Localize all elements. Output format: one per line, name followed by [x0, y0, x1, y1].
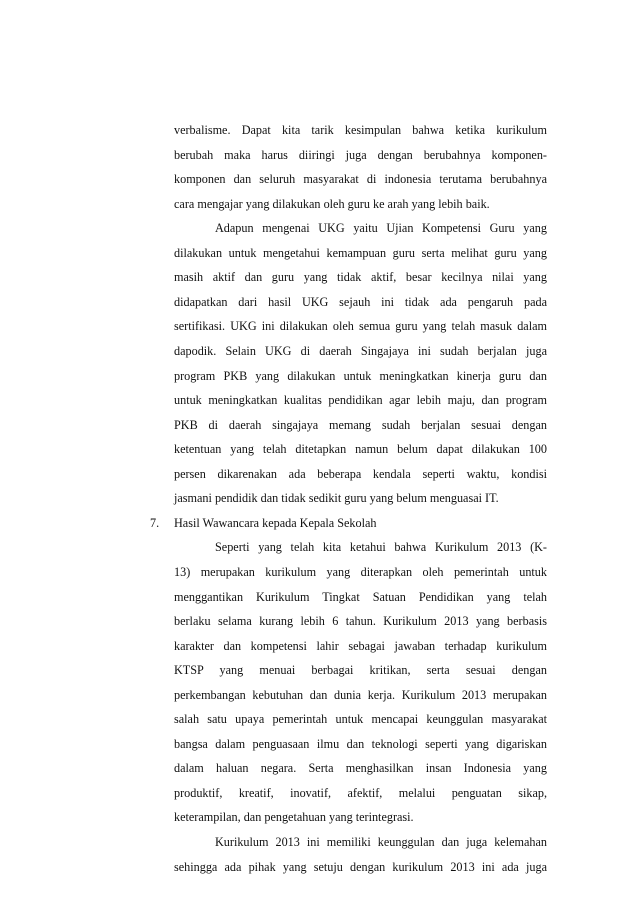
- text-line: perkembangan kebutuhan dan dunia kerja. Kurikulum 2013 merupakan: [174, 687, 547, 702]
- text-line: PKB di daerah singajaya memang sudah berjalan sesuai dengan: [174, 417, 547, 432]
- section-heading: Hasil Wawancara kepada Kepala Sekolah: [174, 515, 377, 530]
- text-line: karakter dan kompetensi lahir sebagai jawaban terhadap kurikulum: [174, 638, 547, 653]
- list-number: 7.: [150, 515, 160, 530]
- text-line: sertifikasi. UKG ini dilakukan oleh semua guru yang telah masuk dalam: [174, 319, 547, 334]
- text-line: KTSP yang menuai berbagai kritikan, serta sesuai dengan: [174, 663, 547, 678]
- text-line: komponen dan seluruh masyarakat di indonesia terutama berubahnya: [174, 172, 547, 187]
- text-line: ketentuan yang telah ditetapkan namun belum dapat dilakukan 100: [174, 442, 547, 457]
- text-line: didapatkan dari hasil UKG sejauh ini tidak ada pengaruh pada: [174, 294, 547, 309]
- text-line: verbalisme. Dapat kita tarik kesimpulan bahwa ketika kurikulum: [174, 123, 547, 137]
- paragraph-first-line: Seperti yang telah kita ketahui bahwa Kurikulum 2013 (K-: [215, 540, 547, 555]
- text-line: program PKB yang dilakukan untuk meningkatkan kinerja guru dan: [174, 368, 547, 383]
- text-line: jasmani pendidik dan tidak sedikit guru yang belum menguasai IT.: [174, 491, 499, 506]
- text-line: dalam haluan negara. Serta menghasilkan insan Indonesia yang: [174, 761, 547, 776]
- paragraph-first-line: Adapun mengenai UKG yaitu Ujian Kompetensi Guru yang: [215, 221, 547, 236]
- text-line: persen dikarenakan ada beberapa kendala seperti waktu, kondisi: [174, 466, 547, 481]
- text-line: menggantikan Kurikulum Tingkat Satuan Pendidikan yang telah: [174, 589, 547, 604]
- text-line: cara mengajar yang dilakukan oleh guru ke arah yang lebih baik.: [174, 196, 490, 211]
- text-line: produktif, kreatif, inovatif, afektif, melalui penguatan sikap,: [174, 785, 547, 800]
- text-line: masih aktif dan guru yang tidak aktif, besar kecilnya nilai yang: [174, 270, 547, 285]
- text-line: untuk meningkatkan kualitas pendidikan agar lebih maju, dan program: [174, 393, 547, 408]
- text-line: salah satu upaya pemerintah untuk mencapai keunggulan masyarakat: [174, 712, 547, 727]
- text-line: berlaku selama kurang lebih 6 tahun. Kurikulum 2013 yang berbasis: [174, 614, 547, 628]
- text-line: berubah maka harus diiringi juga dengan berubahnya komponen-: [174, 147, 547, 162]
- text-line: dapodik. Selain UKG di daerah Singajaya ini sudah berjalan juga: [174, 344, 547, 358]
- text-line: sehingga ada pihak yang setuju dengan kurikulum 2013 ini ada juga: [174, 859, 547, 874]
- text-line: keterampilan, dan pengetahuan yang terintegrasi.: [174, 810, 414, 825]
- paragraph-first-line: Kurikulum 2013 ini memiliki keunggulan dan juga kelemahan: [215, 835, 547, 849]
- text-line: bangsa dalam penguasaan ilmu dan teknologi seperti yang digariskan: [174, 736, 547, 751]
- text-line: 13) merupakan kurikulum yang diterapkan oleh pemerintah untuk: [174, 564, 547, 579]
- text-line: dilakukan untuk mengetahui kemampuan guru serta melihat guru yang: [174, 245, 547, 260]
